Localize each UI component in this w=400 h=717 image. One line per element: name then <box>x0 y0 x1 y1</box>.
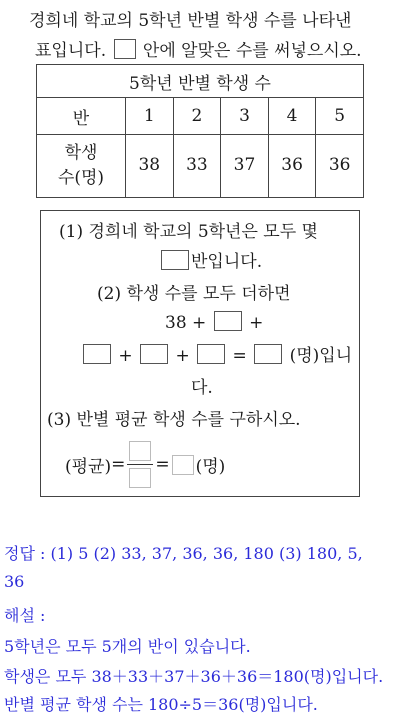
answer-line-2 <box>4 572 24 591</box>
blank-box-icon <box>114 39 136 59</box>
q2-line-1 <box>97 279 291 304</box>
q2-line-2 <box>165 311 263 333</box>
class-cell: 5 <box>316 98 364 135</box>
q3-unit: (명) <box>195 457 226 477</box>
q2-line-3 <box>81 341 352 366</box>
q1-line-1 <box>59 217 318 242</box>
blank-box-icon <box>172 455 194 475</box>
count-cell: 37 <box>221 135 269 198</box>
header-class: 반 <box>37 98 126 135</box>
numerator-box-icon <box>129 441 151 461</box>
plus-sign: + <box>249 313 264 333</box>
blank-box-icon <box>161 250 189 270</box>
q3-line-1 <box>47 405 301 430</box>
equals-sign: = <box>232 346 247 366</box>
problem-line-2 <box>35 36 362 61</box>
plus-sign: + <box>118 346 133 366</box>
class-student-table <box>36 64 364 198</box>
plus-sign: + <box>175 346 190 366</box>
answer-label: 정답 : <box>4 544 46 563</box>
explain-line-1 <box>4 634 251 657</box>
explain-text-3: 반별 평균 학생 수는 180÷5＝36(명)입니다. <box>4 695 318 714</box>
count-cell: 36 <box>268 135 316 198</box>
equals-sign: = <box>155 454 170 475</box>
blank-box-icon <box>83 344 111 364</box>
denominator-box-icon <box>129 468 151 488</box>
blank-box-icon <box>197 344 225 364</box>
explain-line-3 <box>4 692 318 715</box>
equals-sign: = <box>111 454 126 475</box>
plus-sign: + <box>192 313 207 333</box>
table-row-class <box>37 98 364 135</box>
fraction-blank <box>127 441 153 488</box>
header-count-line2: 수(명) <box>57 168 105 188</box>
q2-unit: (명)입니 <box>289 346 353 366</box>
q3-line-2 <box>65 441 225 488</box>
table-caption: 5학년 반별 학생 수 <box>37 65 364 98</box>
count-cell: 33 <box>173 135 221 198</box>
answer-continued: 36 <box>4 572 25 591</box>
q2-first-value: 38 <box>165 313 187 333</box>
explain-label-line <box>4 603 45 626</box>
answer-line-1 <box>4 541 363 564</box>
count-cell: 38 <box>126 135 174 198</box>
table-row-count <box>37 135 364 198</box>
q2-line-4 <box>191 373 213 398</box>
count-cell: 36 <box>316 135 364 198</box>
class-cell: 4 <box>268 98 316 135</box>
q2-text: (2) 학생 수를 모두 더하면 <box>97 284 291 304</box>
q1-suffix: 반입니다. <box>191 252 263 272</box>
blank-box-icon <box>140 344 168 364</box>
header-count <box>37 135 126 198</box>
class-cell: 2 <box>173 98 221 135</box>
q3-average-label: (평균) <box>65 457 112 477</box>
q2-suffix: 다. <box>191 378 213 398</box>
q1-text: (1) 경희네 학교의 5학년은 모두 몇 <box>59 222 318 242</box>
answer-text: (1) 5 (2) 33, 37, 36, 36, 180 (3) 180, 5, <box>50 544 363 563</box>
problem-text-2a: 표입니다. <box>35 41 107 61</box>
blank-box-icon <box>214 311 242 331</box>
problem-text-2b: 안에 알맞은 수를 써넣으시오. <box>142 41 362 61</box>
explain-text-2: 학생은 모두 38＋33＋37＋36＋36＝180(명)입니다. <box>4 667 384 686</box>
questions-box <box>40 210 360 497</box>
explain-text-1: 5학년은 모두 5개의 반이 있습니다. <box>4 637 251 656</box>
q3-text: (3) 반별 평균 학생 수를 구하시오. <box>47 410 301 430</box>
problem-line-1 <box>29 6 351 31</box>
fraction-bar <box>127 464 153 465</box>
explain-line-2 <box>4 664 383 687</box>
blank-box-icon <box>254 344 282 364</box>
class-cell: 1 <box>126 98 174 135</box>
explain-label: 해설 : <box>4 606 46 625</box>
class-cell: 3 <box>221 98 269 135</box>
q1-line-2 <box>159 247 262 272</box>
problem-text-1: 경희네 학교의 5학년 반별 학생 수를 나타낸 <box>29 11 352 31</box>
header-count-line1: 학생 <box>64 142 98 163</box>
